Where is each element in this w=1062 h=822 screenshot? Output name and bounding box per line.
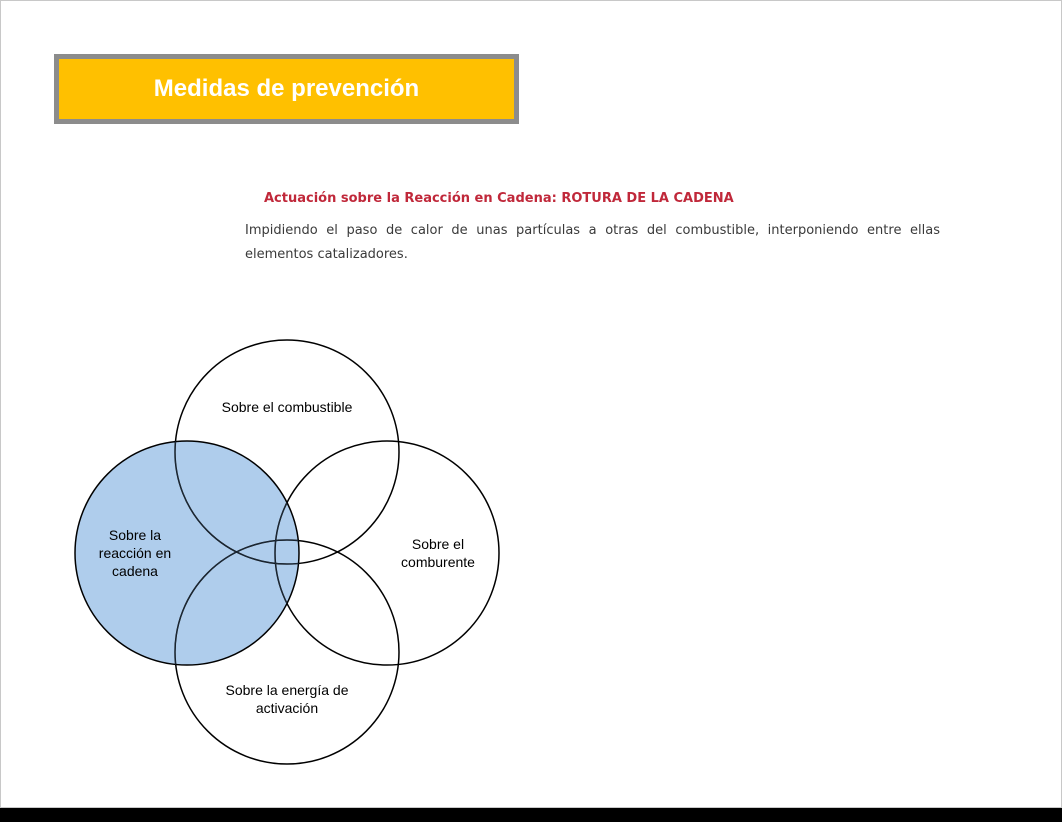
venn-diagram [1, 1, 1061, 807]
section-body: Impidiendo el paso de calor de unas partículas a otras del combustible, interponiendo entre ellas elementos catalizadores. [245, 223, 940, 262]
label-energia-line-1: Sobre la energía de [225, 682, 349, 698]
label-energia [197, 681, 377, 717]
label-reaccion-line-3: cadena [112, 563, 158, 579]
label-combustible [197, 398, 377, 416]
label-combustible-text: Sobre el combustible [221, 399, 353, 415]
slide-title: Medidas de prevención [153, 75, 420, 102]
label-comburente [378, 535, 498, 571]
label-energia-line-2: activación [255, 700, 319, 716]
section-heading: Actuación sobre la Reacción en Cadena: ROTURA DE LA CADENA [264, 191, 734, 206]
label-comburente-line-1: Sobre el [411, 536, 465, 552]
label-reaccion-line-1: Sobre la [108, 527, 162, 543]
label-comburente-line-2: comburente [401, 554, 475, 570]
label-reaccion-line-2: reacción en [98, 545, 172, 561]
label-reaccion [85, 526, 185, 580]
